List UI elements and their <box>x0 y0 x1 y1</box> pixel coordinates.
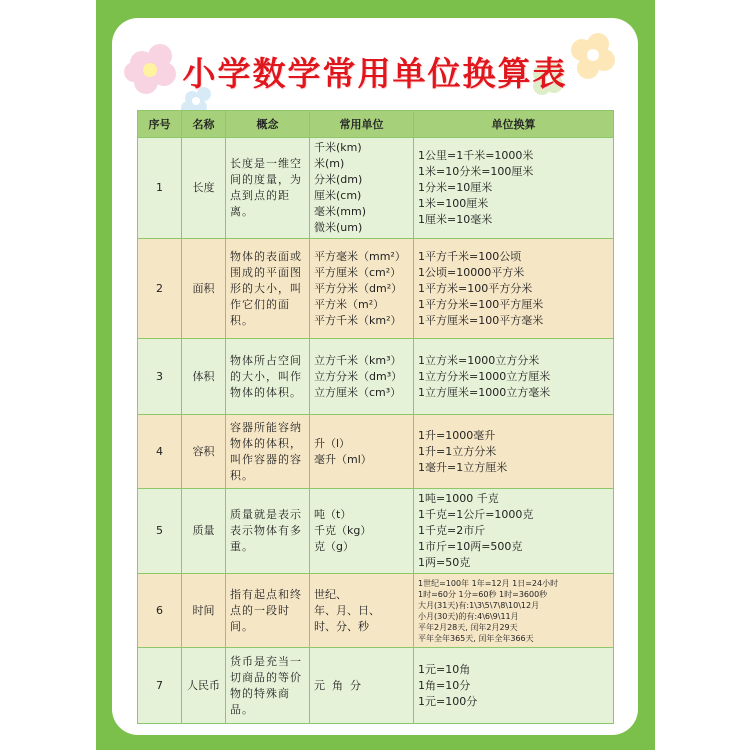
unit-item: 立方厘米（cm³） <box>314 385 402 399</box>
unit-item: 克（g） <box>314 540 354 553</box>
unit-item: 分米(dm) <box>314 173 363 186</box>
unit-item: 平方米（m²） <box>314 297 385 311</box>
unit-item: 厘米(cm) <box>314 189 362 202</box>
concept-text: 质量就是表示表示物体有多重。 <box>226 489 310 574</box>
conversion-item: 1毫升=1立方厘米 <box>418 460 508 474</box>
table-row <box>138 574 614 648</box>
unit-item: 毫升（ml） <box>314 452 372 466</box>
conversion-item: 1立方米=1000立方分米 <box>418 353 540 367</box>
table-row <box>138 339 614 415</box>
page-title: 小学数学常用单位换算表 <box>182 54 568 93</box>
conversion-item: 1千克=1公斤=1000克 <box>418 508 534 521</box>
conversion-list <box>414 574 614 648</box>
table-row <box>138 239 614 339</box>
conversion-item: 平年全年365天, 闰年全年366天 <box>418 633 534 643</box>
unit-item: 千米(km) <box>314 141 362 154</box>
conversion-item: 1平方分米=100平方厘米 <box>418 297 544 311</box>
common-units <box>310 339 414 415</box>
unit-item: 平方毫米（mm²） <box>314 249 406 263</box>
unit-item: 元 角 分 <box>314 678 361 692</box>
table-row <box>138 415 614 489</box>
conversion-item: 1市斤=10两=500克 <box>418 540 523 553</box>
conversion-list <box>414 138 614 239</box>
common-units <box>310 239 414 339</box>
conversion-item: 1米=10分米=100厘米 <box>418 165 534 178</box>
row-number: 5 <box>138 489 182 574</box>
conversion-item: 1平方千米=100公顷 <box>418 249 522 263</box>
conversion-item: 1厘米=10毫米 <box>418 213 493 226</box>
unit-item: 升（l） <box>314 436 351 450</box>
header-cell: 名称 <box>182 111 226 138</box>
conversion-item: 1升=1立方分米 <box>418 444 497 458</box>
concept-text: 长度是一维空间的度量，为点到点的距离。 <box>226 138 310 239</box>
row-number: 6 <box>138 574 182 648</box>
row-number: 1 <box>138 138 182 239</box>
header-cell: 序号 <box>138 111 182 138</box>
common-units <box>310 138 414 239</box>
conversion-item: 1元=100分 <box>418 694 478 708</box>
conversion-item: 1立方分米=1000立方厘米 <box>418 369 551 383</box>
common-units <box>310 574 414 648</box>
concept-text: 物体所占空间的大小，叫作物体的体积。 <box>226 339 310 415</box>
header-cell: 单位换算 <box>414 111 614 138</box>
table-header-row <box>138 111 614 138</box>
unit-item: 毫米(mm) <box>314 205 367 218</box>
table-row <box>138 138 614 239</box>
row-number: 3 <box>138 339 182 415</box>
conversion-list <box>414 415 614 489</box>
row-number: 7 <box>138 648 182 724</box>
conversion-list <box>414 239 614 339</box>
common-units <box>310 489 414 574</box>
conversion-item: 1分米=10厘米 <box>418 181 493 194</box>
conversion-item: 小月(30天)的有:4\6\9\11月 <box>418 611 519 621</box>
conversion-list <box>414 339 614 415</box>
conversion-item: 大月(31天)有:1\3\5\7\8\10\12月 <box>418 600 540 610</box>
unit-item: 千克（kg） <box>314 524 372 537</box>
conversion-item: 1元=10角 <box>418 662 471 676</box>
unit-item: 平方分米（dm²） <box>314 281 403 295</box>
unit-item: 微米(um) <box>314 221 363 234</box>
conversion-item: 平年2月28天, 闰年2月29天 <box>418 622 518 632</box>
row-number: 2 <box>138 239 182 339</box>
conversion-list <box>414 489 614 574</box>
conversion-item: 1平方米=100平方分米 <box>418 281 533 295</box>
conversion-item: 1吨=1000 千克 <box>418 492 499 505</box>
conversion-item: 1公顷=10000平方米 <box>418 265 525 279</box>
unit-item: 米(m) <box>314 157 345 170</box>
concept-text: 货币是充当一切商品的等价物的特殊商品。 <box>226 648 310 724</box>
conversion-item: 1平方厘米=100平方毫米 <box>418 313 544 327</box>
unit-name: 质量 <box>182 489 226 574</box>
unit-name: 面积 <box>182 239 226 339</box>
header-cell: 常用单位 <box>310 111 414 138</box>
concept-text: 指有起点和终点的一段时间。 <box>226 574 310 648</box>
unit-item: 平方厘米（cm²） <box>314 265 402 279</box>
header-cell: 概念 <box>226 111 310 138</box>
unit-conversion-table <box>137 110 614 724</box>
conversion-item: 1升=1000毫升 <box>418 428 496 442</box>
common-units <box>310 415 414 489</box>
conversion-item: 1角=10分 <box>418 678 471 692</box>
unit-item: 年、月、日、 <box>314 603 380 617</box>
row-number: 4 <box>138 415 182 489</box>
unit-item: 时、分、秒 <box>314 619 369 633</box>
unit-name: 容积 <box>182 415 226 489</box>
conversion-item: 1千克=2市斤 <box>418 524 486 537</box>
unit-name: 时间 <box>182 574 226 648</box>
unit-item: 立方千米（km³） <box>314 353 402 367</box>
table-row <box>138 648 614 724</box>
unit-name: 长度 <box>182 138 226 239</box>
conversion-item: 1时=60分 1分=60秒 1时=3600秒 <box>418 589 548 599</box>
common-units <box>310 648 414 724</box>
conversion-item: 1立方厘米=1000立方毫米 <box>418 385 551 399</box>
conversion-item: 1世纪=100年 1年=12月 1日=24小时 <box>418 578 559 588</box>
conversion-item: 1米=100厘米 <box>418 197 489 210</box>
unit-item: 世纪、 <box>314 587 347 601</box>
unit-name: 人民币 <box>182 648 226 724</box>
concept-text: 物体的表面或围成的平面图形的大小，叫作它们的面积。 <box>226 239 310 339</box>
unit-item: 平方千米（km²） <box>314 313 402 327</box>
unit-name: 体积 <box>182 339 226 415</box>
table-row <box>138 489 614 574</box>
conversion-list <box>414 648 614 724</box>
concept-text: 容器所能容纳物体的体积，叫作容器的容积。 <box>226 415 310 489</box>
conversion-item: 1公里=1千米=1000米 <box>418 149 534 162</box>
unit-item: 吨（t） <box>314 508 352 521</box>
conversion-item: 1两=50克 <box>418 556 471 569</box>
unit-item: 立方分米（dm³） <box>314 369 403 383</box>
